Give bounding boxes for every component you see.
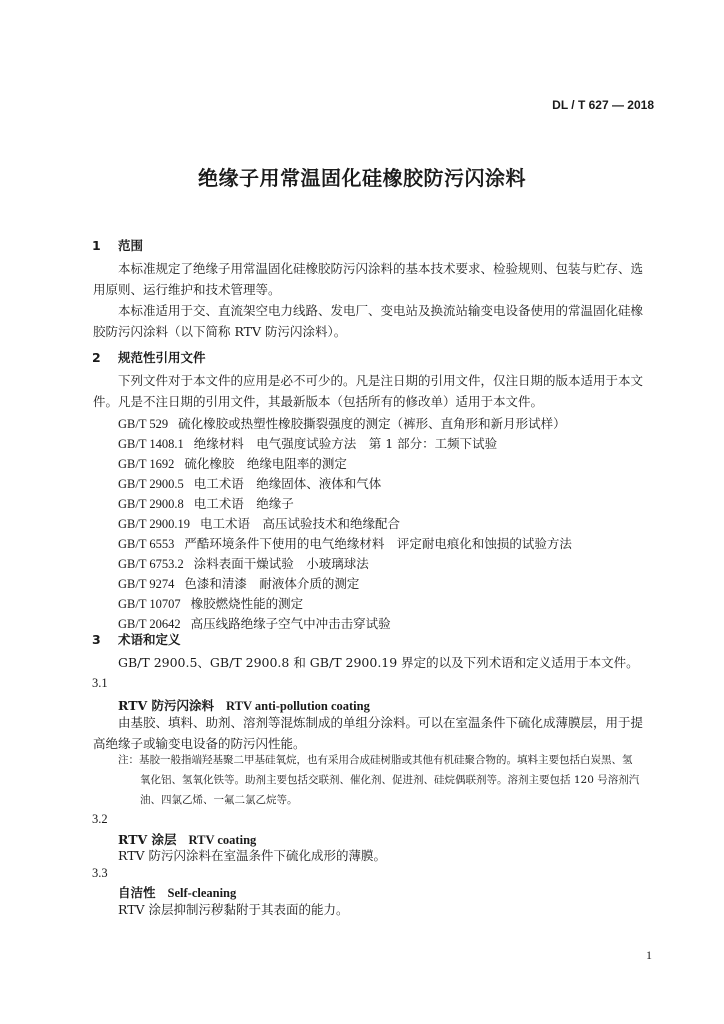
definition-line: RTV 防污闪涂料在室温条件下硫化成形的薄膜。 xyxy=(118,848,387,863)
section-2-heading xyxy=(92,348,206,366)
note-line: 油、四氯乙烯、一氟二氯乙烷等。 xyxy=(140,794,298,806)
reference-item xyxy=(118,514,400,532)
reference-title: 高压线路绝缘子空气中冲击击穿试验 xyxy=(190,616,391,631)
reference-code: GB/T 6753.2 xyxy=(118,557,184,571)
paragraph-line: 用原则、运行维护和技术管理等。 xyxy=(93,282,281,297)
reference-item xyxy=(118,574,359,592)
reference-title: 硫化橡胶或热塑性橡胶撕裂强度的测定（裤形、直角形和新月形试样） xyxy=(178,416,566,431)
reference-item xyxy=(118,474,381,492)
reference-title: 严酷环境条件下使用的电气绝缘材料 评定耐电痕化和蚀损的试验方法 xyxy=(184,536,572,551)
reference-item xyxy=(118,594,303,612)
reference-title: 绝缘材料 电气强度试验方法 第 1 部分：工频下试验 xyxy=(193,436,498,451)
reference-code: GB/T 2900.8 xyxy=(118,497,184,511)
paragraph-line: 胶防污闪涂料（以下简称 RTV 防污闪涂料）。 xyxy=(93,324,347,339)
paragraph-line: GB/T 2900.5、GB/T 2900.8 和 GB/T 2900.19 界定的以及下列术语和定义适用于本文件。 xyxy=(118,655,639,670)
term-number: 3.2 xyxy=(92,812,108,826)
term-en: Self-cleaning xyxy=(167,886,237,900)
section-title: 术语和定义 xyxy=(118,632,181,647)
term-en: RTV anti-pollution coating xyxy=(226,699,370,713)
reference-code: GB/T 10707 xyxy=(118,597,181,611)
reference-item xyxy=(118,454,347,472)
definition-line: 由基胶、填料、助剂、溶剂等混炼制成的单组分涂料。可以在室温条件下硫化成薄膜层，用于提 xyxy=(118,715,644,730)
reference-code: GB/T 20642 xyxy=(118,617,181,631)
reference-title: 电工术语 绝缘子 xyxy=(193,496,294,511)
reference-item xyxy=(118,494,294,512)
paragraph-line: 本标准适用于交、直流架空电力线路、发电厂、变电站及换流站输变电设备使用的常温固化硅橡 xyxy=(118,303,644,318)
section-title: 规范性引用文件 xyxy=(118,350,206,365)
page-number: 1 xyxy=(646,948,652,962)
reference-code: GB/T 2900.19 xyxy=(118,517,190,531)
reference-code: GB/T 2900.5 xyxy=(118,477,184,491)
reference-code: GB/T 6553 xyxy=(118,537,175,551)
section-number: 1 xyxy=(92,238,101,253)
paragraph-line: 件。凡是不注日期的引用文件，其最新版本（包括所有的修改单）适用于本文件。 xyxy=(93,394,544,409)
reference-item xyxy=(118,414,566,432)
section-3-heading xyxy=(92,630,181,648)
definition-line: RTV 涂层抑制污秽黏附于其表面的能力。 xyxy=(118,902,349,917)
standard-code-header: DL / T 627 — 2018 xyxy=(552,98,654,112)
section-number: 3 xyxy=(92,632,101,647)
document-title: 绝缘子用常温固化硅橡胶防污闪涂料 xyxy=(198,166,526,190)
reference-title: 色漆和清漆 耐液体介质的测定 xyxy=(184,576,360,591)
definition-line: 高绝缘子或输变电设备的防污闪性能。 xyxy=(93,736,306,751)
reference-code: GB/T 529 xyxy=(118,417,169,431)
section-number: 2 xyxy=(92,350,101,365)
term-zh: 自洁性 xyxy=(118,885,156,900)
section-1-heading xyxy=(92,236,143,254)
note-line: 氧化铝、氢氧化铁等。助剂主要包括交联剂、催化剂、促进剂、硅烷偶联剂等。溶剂主要包括 120 号溶剂汽 xyxy=(140,774,640,786)
term-zh: RTV 防污闪涂料 xyxy=(118,698,215,713)
note-line: 注：基胶一般指端羟基聚二甲基硅氧烷，也有采用合成硅树脂或其他有机硅聚合物的。填料主要包括白炭黑、氢 xyxy=(118,754,633,766)
reference-code: GB/T 9274 xyxy=(118,577,175,591)
reference-title: 电工术语 绝缘固体、液体和气体 xyxy=(193,476,382,491)
reference-code: GB/T 1692 xyxy=(118,457,175,471)
term-number: 3.1 xyxy=(92,676,108,690)
reference-item xyxy=(118,434,497,452)
reference-title: 橡胶燃烧性能的测定 xyxy=(190,596,304,611)
term-zh: RTV 涂层 xyxy=(118,832,177,847)
term-number: 3.3 xyxy=(92,866,108,880)
section-title: 范围 xyxy=(118,238,144,253)
paragraph-line: 本标准规定了绝缘子用常温固化硅橡胶防污闪涂料的基本技术要求、检验规则、包装与贮存、选 xyxy=(118,261,644,276)
reference-title: 涂料表面干燥试验 小玻璃球法 xyxy=(193,556,369,571)
paragraph-line: 下列文件对于本文件的应用是必不可少的。凡是注日期的引用文件，仅注日期的版本适用于本文 xyxy=(118,373,644,388)
reference-item xyxy=(118,534,572,552)
term-en: RTV coating xyxy=(188,833,257,847)
reference-title: 电工术语 高压试验技术和绝缘配合 xyxy=(200,516,401,531)
reference-title: 硫化橡胶 绝缘电阻率的测定 xyxy=(184,456,347,471)
reference-item xyxy=(118,554,369,572)
reference-code: GB/T 1408.1 xyxy=(118,437,184,451)
